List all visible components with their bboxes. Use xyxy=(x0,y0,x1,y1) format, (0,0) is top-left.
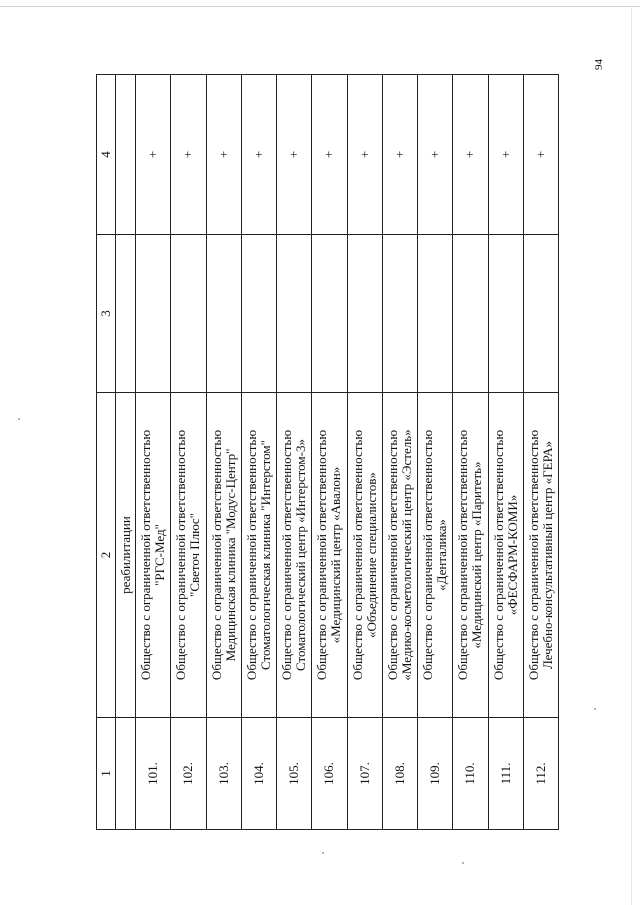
continuation-text: реабилитации xyxy=(116,393,136,718)
table-row xyxy=(171,75,206,830)
col3-cell xyxy=(206,235,241,393)
org-name-line1: Общество с ограниченной ответственностью xyxy=(138,429,154,681)
col3-cell xyxy=(277,235,312,393)
org-name-line2: Стоматологическая клиника "Интерстом" xyxy=(257,440,273,670)
row-number: 103. xyxy=(206,718,241,830)
col3-cell xyxy=(523,235,558,393)
row-number: 105. xyxy=(277,718,312,830)
org-name-line2: «ФЕСФАРМ-КОМИ» xyxy=(504,494,520,616)
column-header: 1 xyxy=(97,718,116,830)
org-name-line2: «Объединение специалистов» xyxy=(363,472,379,638)
row-number: 112. xyxy=(523,718,558,830)
mark-cell: + xyxy=(382,75,417,235)
org-name-line1: Общество с ограниченной ответственностью xyxy=(243,429,259,681)
mark-cell: + xyxy=(171,75,206,235)
col3-cell xyxy=(116,235,136,393)
row-number: 110. xyxy=(453,718,488,830)
mark-cell: + xyxy=(453,75,488,235)
org-name-line2: Стоматологический центр «Интерстом-3» xyxy=(293,439,309,671)
mark-cell: + xyxy=(418,75,453,235)
col3-cell xyxy=(312,235,347,393)
org-name-line1: Общество с ограниченной ответственностью xyxy=(525,429,541,681)
column-header: 3 xyxy=(97,235,116,393)
org-name-line1: Общество с ограниченной ответственностью xyxy=(208,429,224,681)
row-number: 101. xyxy=(136,718,171,830)
table-row xyxy=(523,75,558,830)
col3-cell xyxy=(382,235,417,393)
organization-name-cell xyxy=(171,393,206,718)
num-cell xyxy=(116,718,136,830)
org-name-line2: "РГС-Мед" xyxy=(152,524,168,586)
mark-cell: + xyxy=(277,75,312,235)
row-number: 104. xyxy=(241,718,276,830)
org-name-line1: Общество с ограниченной ответственностью xyxy=(349,429,365,681)
mark-cell: + xyxy=(206,75,241,235)
page-number: 94 xyxy=(593,59,605,70)
table-row xyxy=(277,75,312,830)
col3-cell xyxy=(171,235,206,393)
scan-speck xyxy=(18,418,20,420)
registry-table xyxy=(96,74,559,830)
table-row xyxy=(206,75,241,830)
header-row xyxy=(97,75,116,830)
mark-cell: + xyxy=(312,75,347,235)
mark-cell: + xyxy=(523,75,558,235)
scan-right-edge xyxy=(631,6,632,905)
org-name-line2: "Светоч Плюс" xyxy=(187,513,203,597)
org-name-line1: Общество с ограниченной ответственностью xyxy=(173,429,189,681)
mark-cell: + xyxy=(347,75,382,235)
org-name-line2: Лечебно-консультативный центр «ГЕРА» xyxy=(539,440,555,670)
org-name-line2: «Медицинский центр «Авалон» xyxy=(328,466,344,644)
org-name-line1: Общество с ограниченной ответственностью xyxy=(384,429,400,681)
organization-name-cell xyxy=(453,393,488,718)
organization-name-cell xyxy=(277,393,312,718)
continuation-row xyxy=(116,75,136,830)
row-number: 106. xyxy=(312,718,347,830)
org-name-line1: Общество с ограниченной ответственностью xyxy=(420,429,436,681)
scan-top-edge xyxy=(0,6,640,7)
column-header: 2 xyxy=(97,393,116,718)
org-name-line1: Общество с ограниченной ответственностью xyxy=(455,429,471,681)
column-header: 4 xyxy=(97,75,116,235)
table-row xyxy=(312,75,347,830)
organization-name-cell xyxy=(206,393,241,718)
col3-cell xyxy=(488,235,523,393)
organization-name-cell xyxy=(523,393,558,718)
org-name-line1: Общество с ограниченной ответственностью xyxy=(314,429,330,681)
table-row xyxy=(136,75,171,830)
registry-table-rotated xyxy=(96,75,559,830)
organization-name-cell xyxy=(418,393,453,718)
mark-cell: + xyxy=(488,75,523,235)
scan-speck xyxy=(322,852,324,854)
organization-name-cell xyxy=(347,393,382,718)
table-row xyxy=(241,75,276,830)
table-row xyxy=(347,75,382,830)
organization-name-cell xyxy=(241,393,276,718)
row-number: 108. xyxy=(382,718,417,830)
table-row xyxy=(453,75,488,830)
org-name-line2: Медицинская клиника "Модус-Центр" xyxy=(222,448,238,662)
col3-cell xyxy=(136,235,171,393)
org-name-line2: «Денталика» xyxy=(434,519,450,591)
row-number: 111. xyxy=(488,718,523,830)
col3-cell xyxy=(347,235,382,393)
organization-name-cell xyxy=(312,393,347,718)
col3-cell xyxy=(241,235,276,393)
org-name-line1: Общество с ограниченной ответственностью xyxy=(279,429,295,681)
mark-cell xyxy=(116,75,136,235)
org-name-line2: «Медико-косметологический центр «Эстель» xyxy=(398,429,414,681)
mark-cell: + xyxy=(241,75,276,235)
scan-speck xyxy=(462,862,464,864)
table-row xyxy=(488,75,523,830)
scan-speck xyxy=(594,708,596,710)
table-row xyxy=(382,75,417,830)
col3-cell xyxy=(418,235,453,393)
row-number: 109. xyxy=(418,718,453,830)
mark-cell: + xyxy=(136,75,171,235)
row-number: 102. xyxy=(171,718,206,830)
org-name-line1: Общество с ограниченной ответственностью xyxy=(490,429,506,681)
organization-name-cell xyxy=(136,393,171,718)
organization-name-cell xyxy=(382,393,417,718)
col3-cell xyxy=(453,235,488,393)
table-row xyxy=(418,75,453,830)
org-name-line2: «Медицинский центр «Паритеть» xyxy=(469,461,485,649)
row-number: 107. xyxy=(347,718,382,830)
organization-name-cell xyxy=(488,393,523,718)
